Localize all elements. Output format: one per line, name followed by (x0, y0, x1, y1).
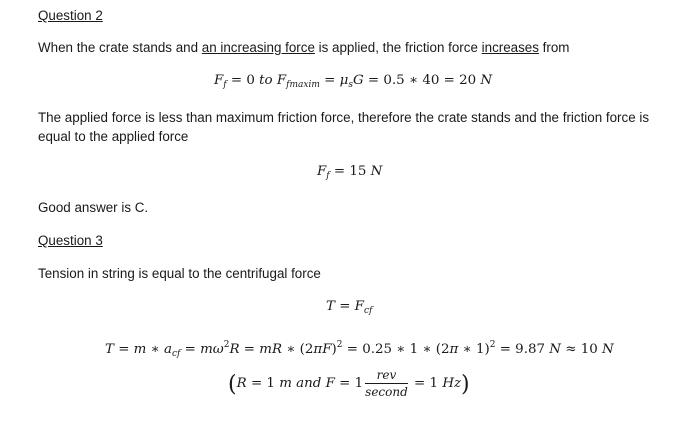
intro-text-d: increases (481, 40, 539, 55)
tension-equation: $T = F_{cf}$ (326, 299, 373, 316)
applied-force-equation: $F_f = 15$ N (317, 164, 383, 181)
rev-per-second-fraction: $\frac{\text{rev}}{\text{second}}$ (365, 368, 408, 399)
question-2-explanation: The applied force is less than maximum friction force, therefore the crate stands and the friction force is (38, 110, 650, 125)
question-2-answer: Good answer is C. (38, 200, 149, 215)
given-values-equation: (R = 1 m and F = 1 $\frac{\text{rev}}{\text{second}}$ = 1 Hz) (228, 368, 470, 399)
intro-text-b: an increasing force (201, 40, 315, 55)
centrifugal-force-equation: T = m ∗ $a_{cf} = m\omega^2R$ = mR ∗ $(2\pi F)^2 = 0.25$ ∗ 1 ∗ (2π ∗ 1)$^2$ = 9.87 N ≈ 10 N (105, 340, 614, 359)
question-3-intro: Tension in string is equal to the centrifugal force (38, 266, 321, 281)
question-2-explanation-cont: equal to the applied force (38, 129, 189, 144)
question-2-intro (38, 38, 569, 58)
question-2-heading: Question 2 (38, 8, 103, 23)
intro-text-a: When the crate stands and (38, 40, 202, 55)
friction-equation: $F_f = 0$ to $F_{fmaxim} = \mu_sG = 0.5$ ∗ 40 = 20 N (214, 73, 493, 90)
intro-text-c: is applied, the friction force (314, 40, 482, 55)
question-3-heading: Question 3 (38, 233, 103, 248)
intro-text-e: from (538, 40, 570, 55)
